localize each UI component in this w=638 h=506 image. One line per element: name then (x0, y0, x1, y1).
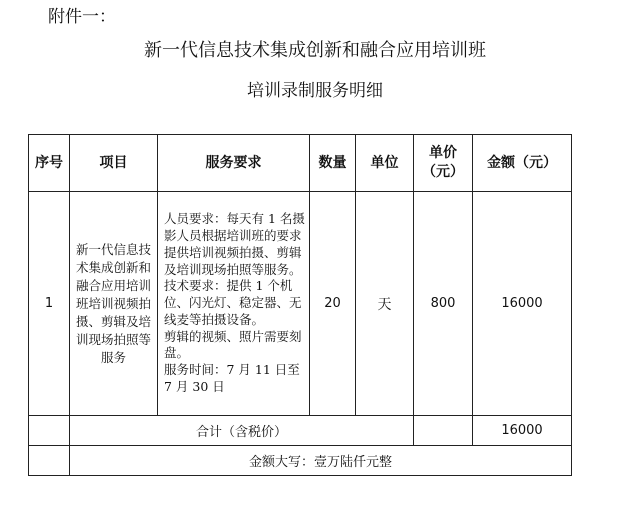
requirement-disc: 剪辑的视频、照片需要刻盘。 (164, 328, 302, 361)
row-requirements-cell (158, 192, 310, 416)
words-empty-cell (29, 446, 70, 476)
header-quantity: 数量 (310, 135, 356, 192)
header-requirements: 服务要求 (158, 135, 310, 192)
table-header-row (29, 135, 572, 192)
amount-in-words: 金额大写：壹万陆仟元整 (70, 446, 572, 476)
requirement-personnel: 人员要求：每天有 1 名摄影人员根据培训班的要求提供培训视频拍摄、剪辑及培训现场拍照等服务。 (164, 211, 305, 277)
total-label: 合计（含税价） (70, 416, 414, 446)
attachment-label: 附件一： (48, 7, 116, 27)
requirement-technical: 技术要求：提供 1 个机位、闪光灯、稳定器、无线麦等拍摄设备。 (164, 278, 302, 327)
document-title: 新一代信息技术集成创新和融合应用培训班 (144, 40, 486, 61)
requirement-service-time: 服务时间：7 月 11 日至 7 月 30 日 (164, 362, 300, 395)
row-quantity: 20 (310, 192, 356, 416)
row-amount: 16000 (473, 192, 572, 416)
table-row (29, 192, 572, 416)
header-item: 项目 (70, 135, 158, 192)
total-amount: 16000 (473, 416, 572, 446)
row-item-cell (70, 192, 158, 416)
header-unit: 单位 (356, 135, 414, 192)
total-empty-cell (29, 416, 70, 446)
total-empty-price-cell (414, 416, 473, 446)
row-requirements (158, 209, 309, 398)
header-unit-price: 单价（元） (414, 135, 473, 192)
row-unit-price: 800 (414, 192, 473, 416)
header-amount: 金额（元） (473, 135, 572, 192)
service-detail-table (28, 134, 572, 476)
row-unit: 天 (356, 192, 414, 416)
row-item: 新一代信息技术集成创新和融合应用培训班培训视频拍摄、剪辑及培训现场拍照等服务 (76, 241, 152, 365)
document-subtitle: 培训录制服务明细 (247, 81, 383, 101)
row-seq: 1 (29, 192, 70, 416)
header-seq: 序号 (29, 135, 70, 192)
amount-in-words-row (29, 446, 572, 476)
total-row (29, 416, 572, 446)
